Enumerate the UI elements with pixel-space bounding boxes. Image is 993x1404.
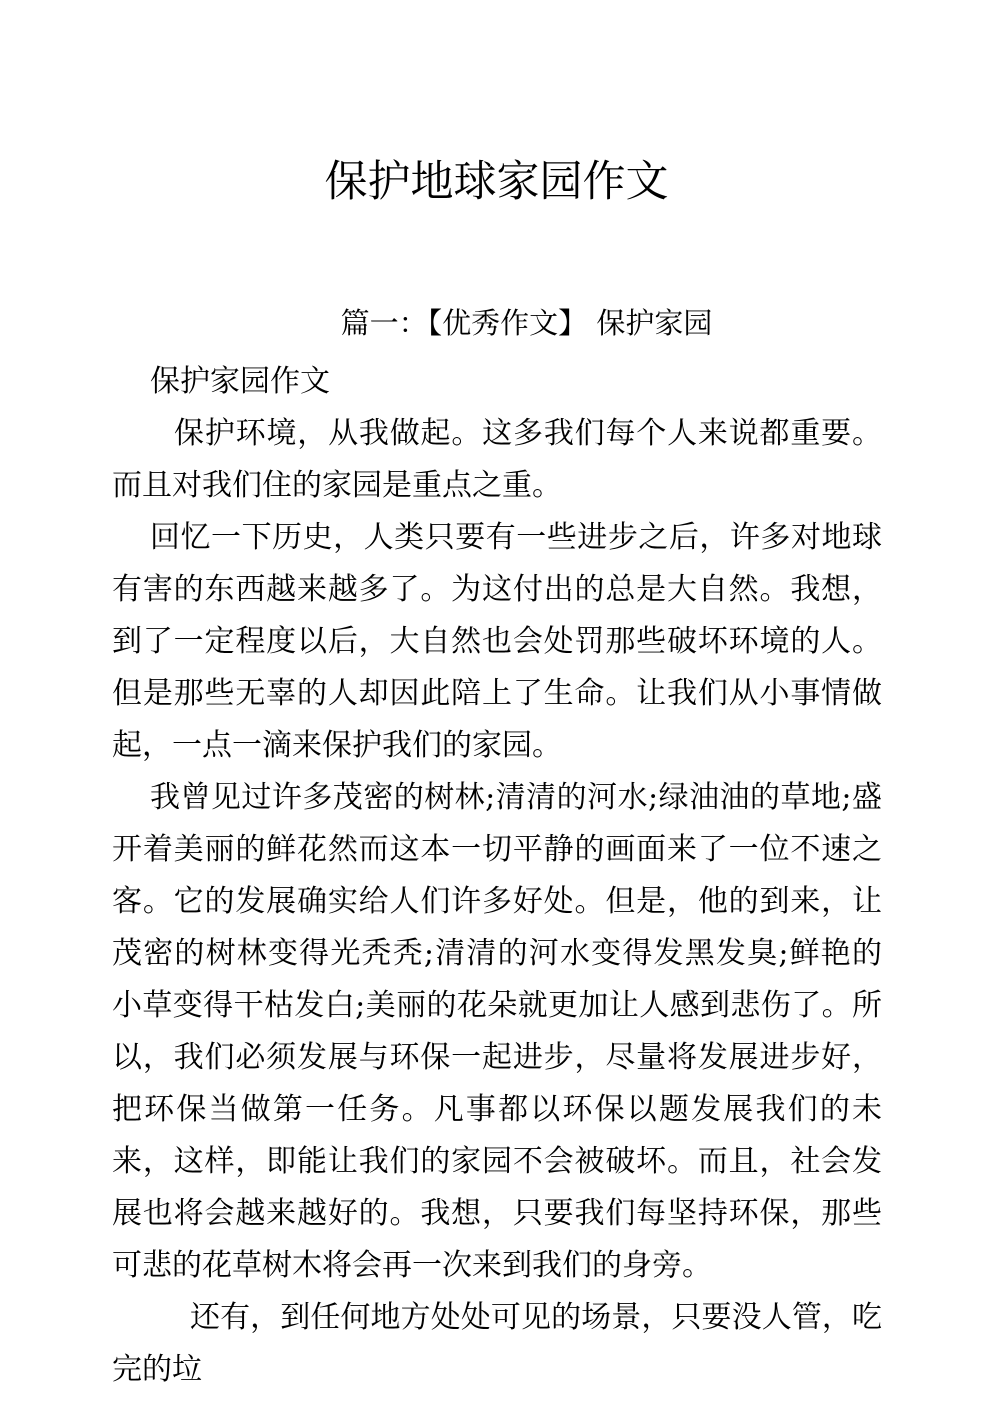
body-paragraph-1: 保护环境，从我做起。这多我们每个人来说都重要。而且对我们住的家园是重点之重。 [112,416,882,503]
page-title: 保护地球家园作文 [324,156,669,207]
body-paragraph-3: 我曾见过许多茂密的树林;清清的河水;绿油油的草地;盛开着美丽的鲜花然而这本一切平静的画面来了一位不速之客。它的发展确实给人们许多好处。但是，他的到来，让茂密的树林变得光秃秃;清清的河水变得发黑发臭;鲜艳的小草变得干枯发白;美丽的花朵就更加让人感到悲伤了。所以，我们必须发展与环保一起进步，尽量将发展进步好，把环保当做第一任务。凡事都以环保以题发展我们的未来，这样，即能让我们的家园不会被破坏。而且，社会发展也将会越来越好的。我想，只要我们每坚持环保，那些可悲的花草树木将会再一次来到我们的身旁。 [112,780,882,1283]
body-heading-line: 保护家园作文 [150,364,330,399]
body-paragraph-2: 回忆一下历史，人类只要有一些进步之后，许多对地球有害的东西越来越多了。为这付出的总是大自然。我想，到了一定程度以后，大自然也会处罚那些破坏环境的人。但是那些无辜的人却因此陪上了生命。让我们从小事情做起，一点一滴来保护我们的家园。 [112,520,882,763]
section-subtitle: 篇一：【优秀作文】 保护家园 [340,306,713,340]
body-paragraph-4: 还有，到任何地方处处可见的场景，只要没人管，吃完的垃 [112,1300,882,1387]
document-body [112,356,882,1396]
